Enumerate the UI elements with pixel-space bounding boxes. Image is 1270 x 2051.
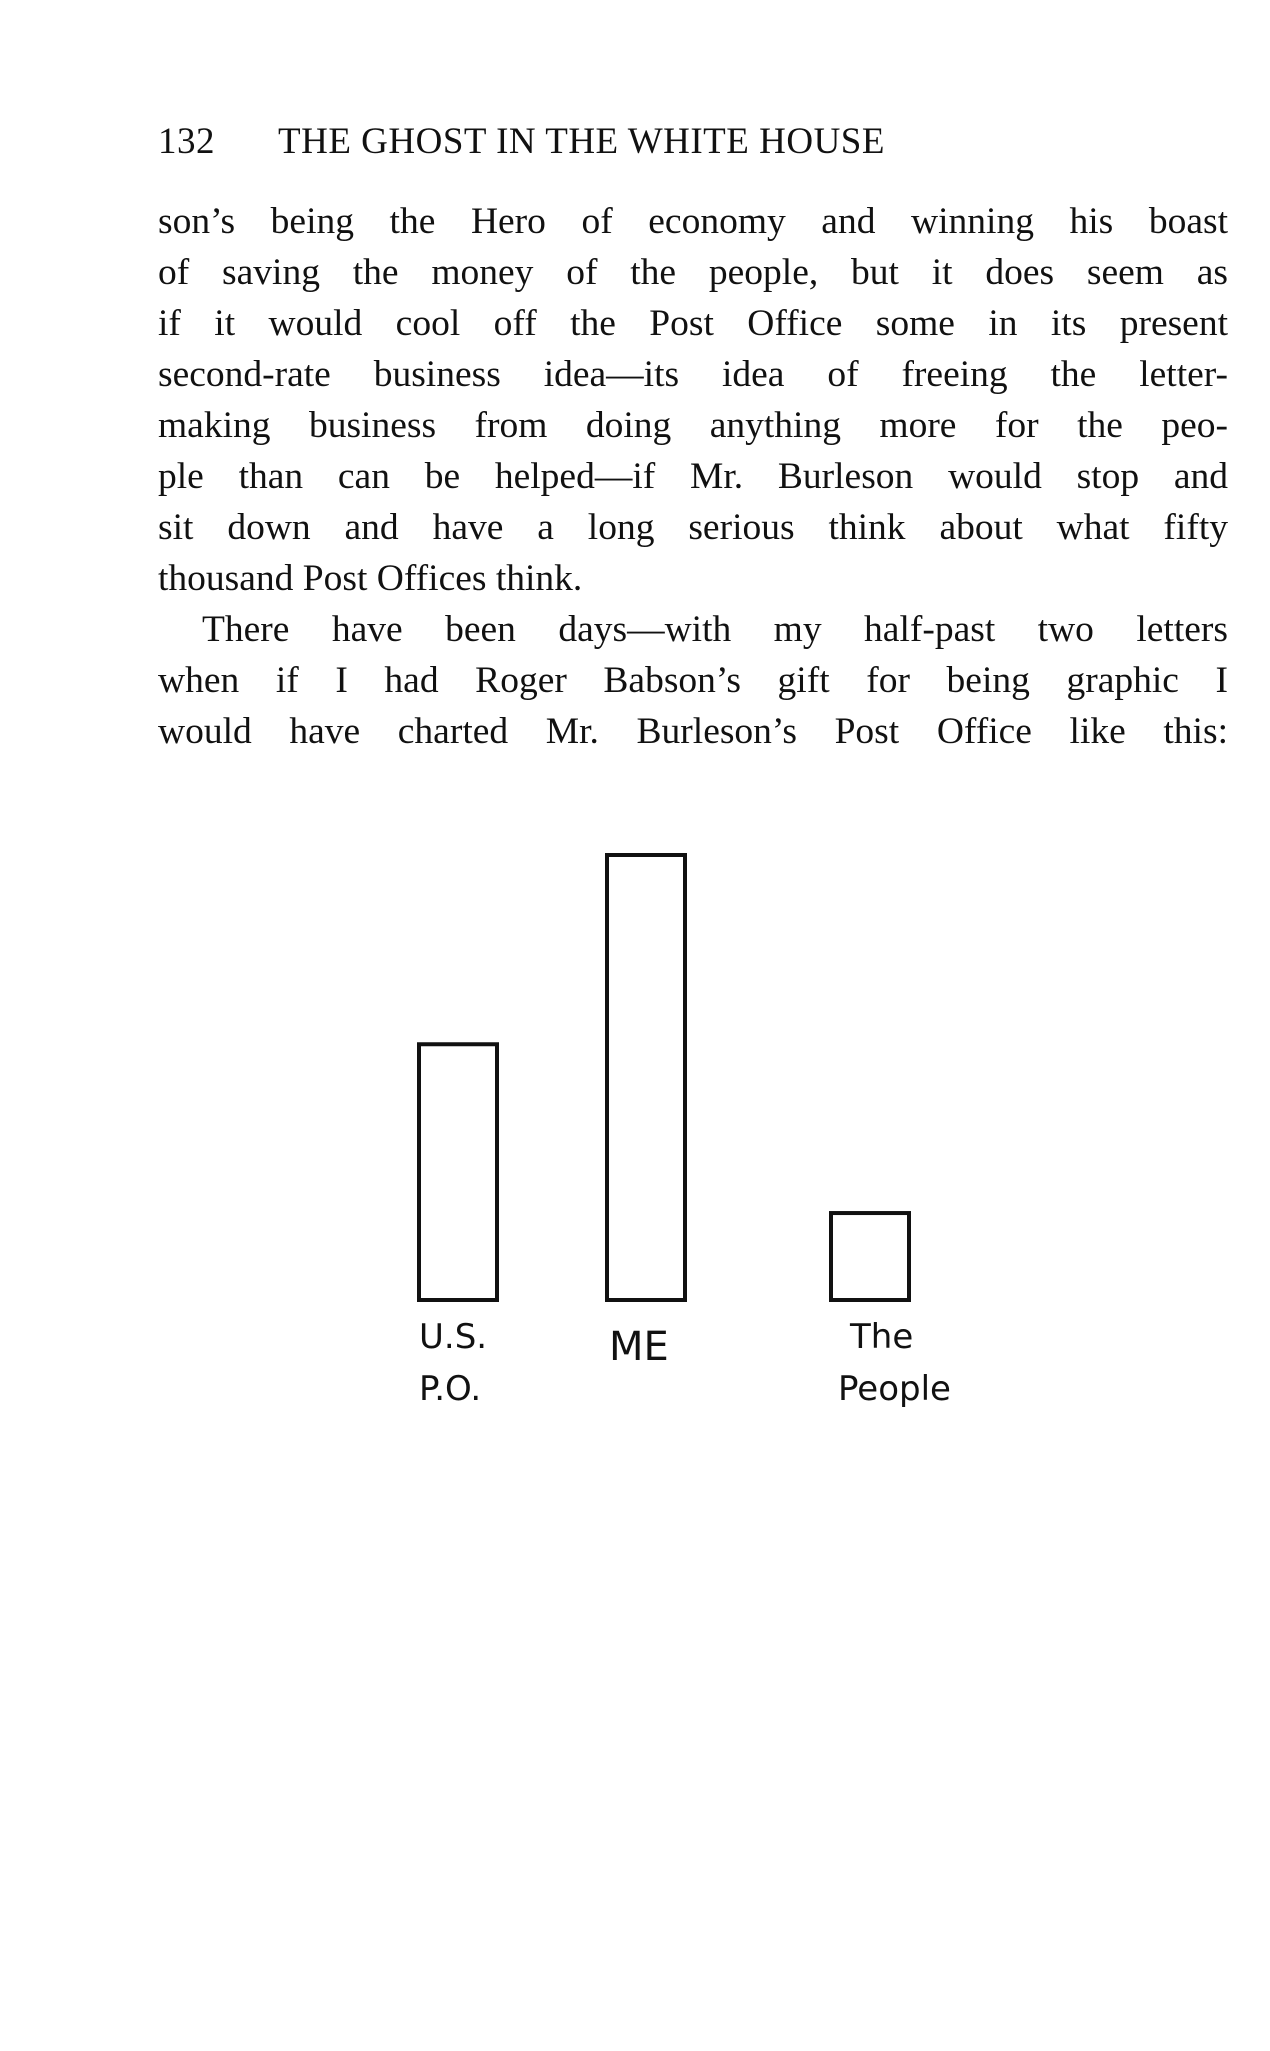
text-line: son’s being the Hero of economy and winning his boast — [158, 201, 1228, 242]
text-line: making business from doing anything more for the peo- — [158, 405, 1228, 446]
text-line: would have charted Mr. Burleson’s Post Office like this: — [158, 711, 1228, 752]
text-line: There have been days—with my half-past two letters — [202, 609, 1228, 650]
bar-label: U.S. — [419, 1317, 488, 1357]
running-head — [158, 120, 1108, 168]
text-line: second-rate business idea—its idea of freeing the letter- — [158, 354, 1228, 395]
text-line: when if I had Roger Babson’s gift for being graphic I — [158, 660, 1228, 701]
bar-label: ME — [609, 1324, 669, 1370]
text-line: ple than can be helped—if Mr. Burleson would stop and — [158, 456, 1228, 497]
bar-u-s-p-o — [419, 1044, 497, 1300]
bar-label: P.O. — [419, 1369, 482, 1409]
bar-label: The — [850, 1317, 914, 1357]
bar-label: People — [838, 1369, 951, 1409]
text-line: sit down and have a long serious think about what fifty — [158, 507, 1228, 548]
text-line: thousand Post Offices think. — [158, 558, 583, 599]
bar-the-people — [831, 1213, 909, 1300]
text-line: of saving the money of the people, but it does seem as — [158, 252, 1228, 293]
text-line: if it would cool off the Post Office some in its present — [158, 303, 1228, 344]
body-text — [158, 196, 1228, 757]
bar-me — [607, 855, 685, 1300]
book-title: THE GHOST IN THE WHITE HOUSE — [278, 121, 885, 162]
page-number: 132 — [158, 121, 215, 162]
